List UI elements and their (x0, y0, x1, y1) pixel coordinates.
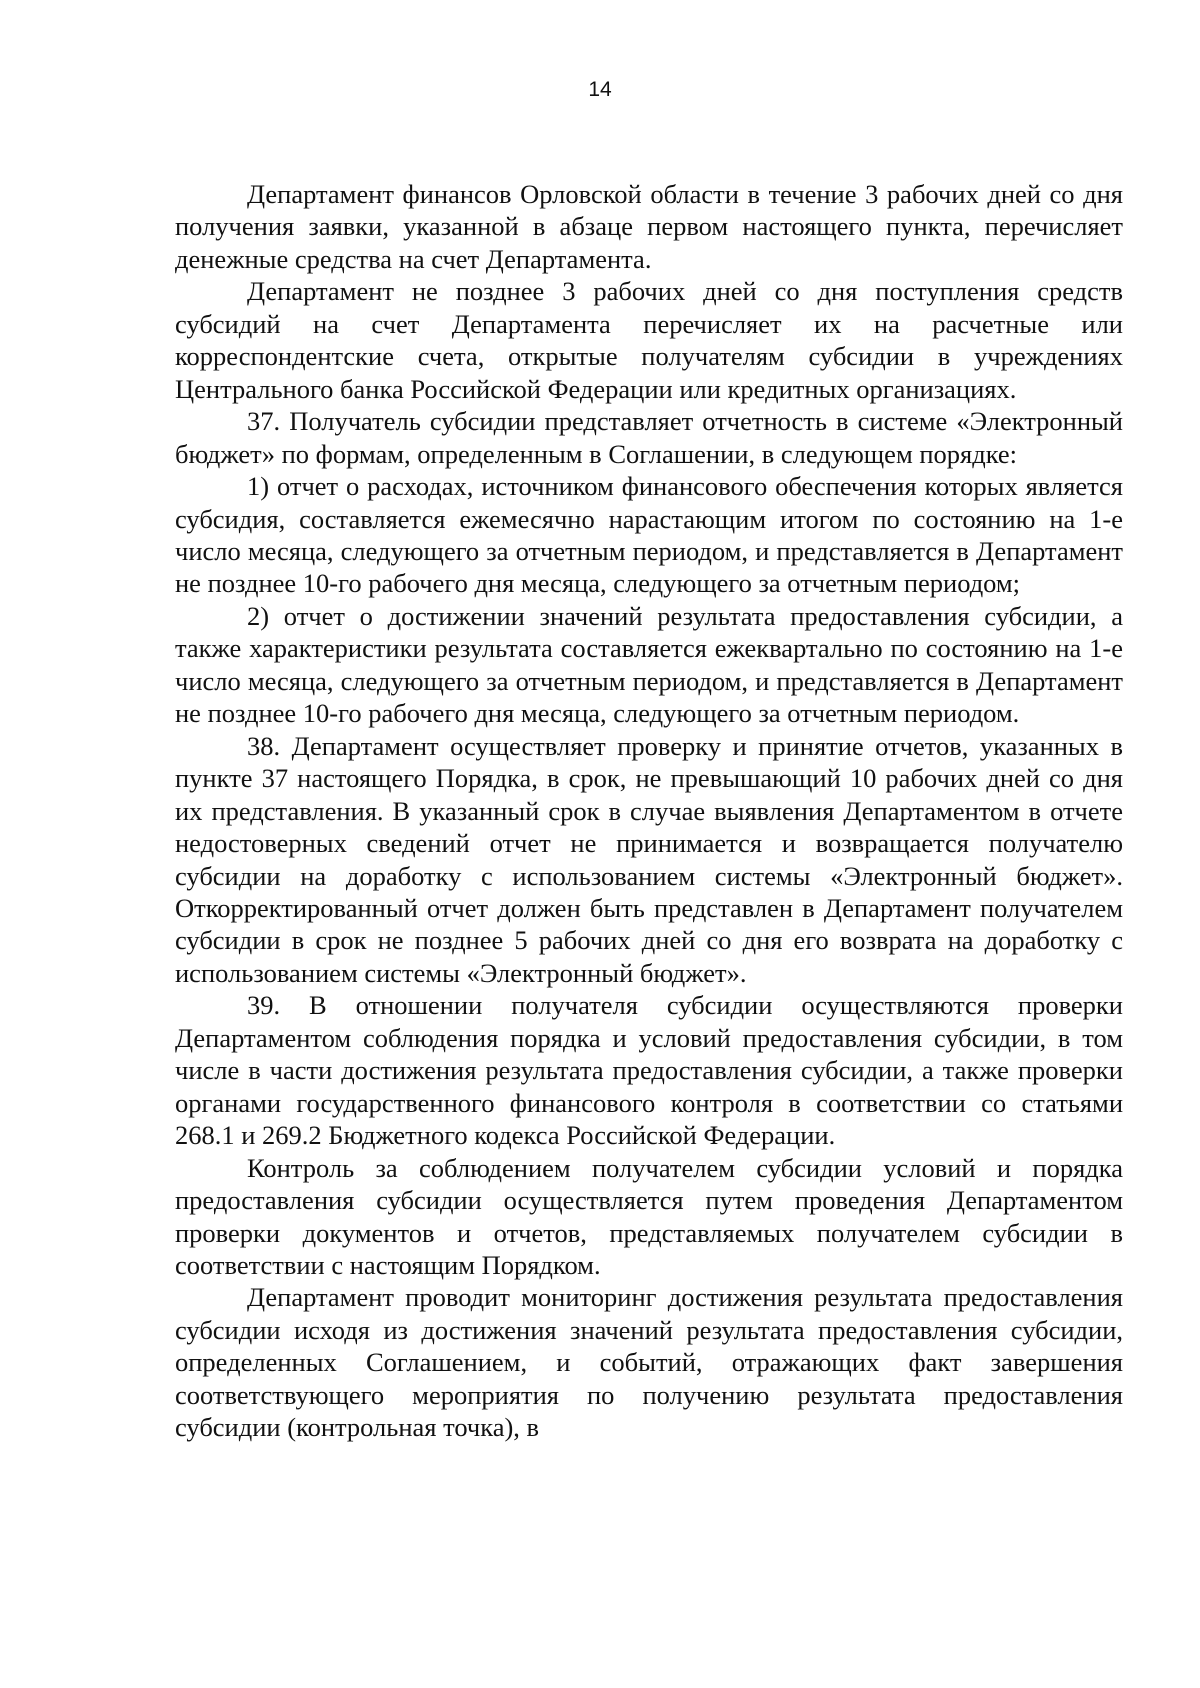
paragraph-item-38: 38. Департамент осуществляет проверку и принятие отчетов, указанных в пункте 37 настоящего Порядка, в срок, не превышающий 10 рабочих дней со дня их представления. В указанный срок в случае выявления Департаментом в отчете недостоверных сведений отчет не принимается и возвращается получателю субсидии на доработку с использованием системы «Электронный бюджет». Откорректированный отчет должен быть представлен в Департамент получателем субсидии в срок не позднее 5 рабочих дней со дня его возврата на доработку с использованием системы «Электронный бюджет». (175, 730, 1123, 988)
page-number: 14 (588, 78, 612, 101)
paragraph-item-37: 37. Получатель субсидии представляет отчетность в системе «Электронный бюджет» по формам, определенным в Соглашении, в следующем порядке: (175, 406, 1123, 469)
paragraph-item-39: 39. В отношении получателя субсидии осуществляются проверки Департаментом соблюдения порядка и условий предоставления субсидии, в том числе в части достижения результата предоставления субсидии, а также проверки органами государственного финансового контроля в соответствии со статьями 268.1 и 269.2 Бюджетного кодекса Российской Федерации. (175, 990, 1123, 1151)
paragraph: Департамент финансов Орловской области в течение 3 рабочих дней со дня получения заявки, указанной в абзаце первом настоящего пункта, перечисляет денежные средства на счет Департамента. (175, 179, 1123, 274)
paragraph: Департамент проводит мониторинг достижения результата предоставления субсидии исходя из достижения значений результата предоставления субсидии, определенных Соглашением, и событий, отражающих факт завершения соответствующего мероприятия по получению результата предоставления субсидии (контрольная точка), в (175, 1282, 1123, 1443)
paragraph-subitem-1: 1) отчет о расходах, источником финансового обеспечения которых является субсидия, составляется ежемесячно нарастающим итогом по состоянию на 1-е число месяца, следующего за отчетным периодом, и представляется в Департамент не позднее 10-го рабочего дня месяца, следующего за отчетным периодом; (175, 471, 1123, 599)
document-body (175, 178, 1123, 1444)
paragraph: Контроль за соблюдением получателем субсидии условий и порядка предоставления субсидии осуществляется путем проведения Департаментом проверки документов и отчетов, представляемых получателем субсидии в соответствии с настоящим Порядком. (175, 1152, 1123, 1280)
paragraph-subitem-2: 2) отчет о достижении значений результата предоставления субсидии, а также характеристики результата составляется ежеквартально по состоянию на 1-е число месяца, следующего за отчетным периодом, и представляется в Департамент не позднее 10-го рабочего дня месяца, следующего за отчетным периодом. (175, 600, 1123, 729)
paragraph: Департамент не позднее 3 рабочих дней со дня поступления средств субсидий на счет Департамента перечисляет их на расчетные или корреспондентские счета, открытые получателям субсидии в учреждениях Центрального банка Российской Федерации или кредитных организациях. (175, 276, 1123, 404)
